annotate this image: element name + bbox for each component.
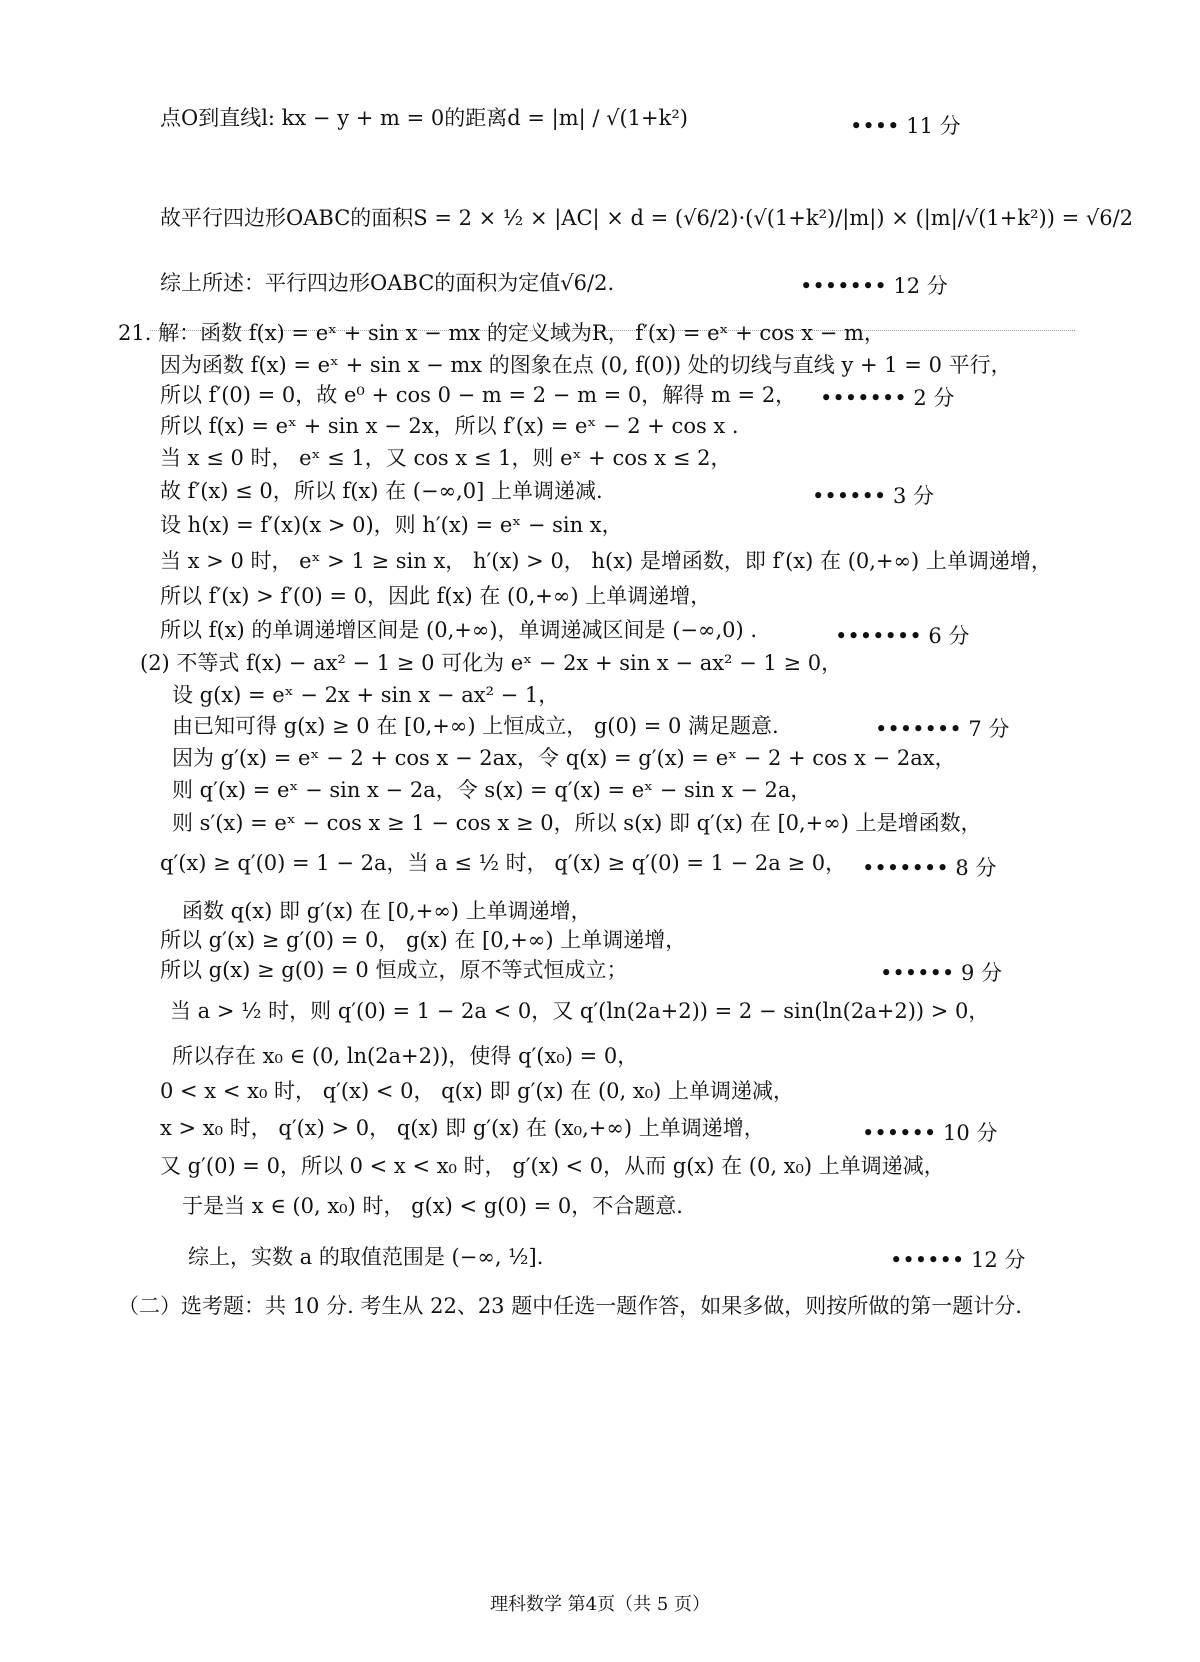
solution-line: 0 < x < x₀ 时， q′(x) < 0， q(x) 即 g′(x) 在 (0, x₀) 上单调递减，: [160, 1079, 794, 1103]
solution-line: 当 a > ½ 时，则 q′(0) = 1 − 2a < 0，又 q′(ln(2a+2)) = 2 − sin(ln(2a+2)) > 0，: [170, 999, 990, 1023]
solution-line: 因为 g′(x) = eˣ − 2 + cos x − 2ax，令 q(x) = g′(x) = eˣ − 2 + cos x − 2ax，: [172, 746, 956, 770]
solution-line: 当 x ≤ 0 时， eˣ ≤ 1，又 cos x ≤ 1，则 eˣ + cos x ≤ 2，: [160, 446, 732, 470]
solution-line: 故平行四边形OABC的面积S = 2 × ½ × |AC| × d = (√6/2)·(√(1+k²)/|m|) × (|m|/√(1+k²)) = √6/2: [160, 206, 1134, 230]
solution-line: 所以 g′(x) ≥ g′(0) = 0， g(x) 在 [0,+∞) 上单调递增，: [160, 928, 687, 952]
score-mark: •••••• 9 分: [880, 961, 1003, 985]
solution-line: 点O到直线l: kx − y + m = 0的距离d = |m| / √(1+k²): [160, 106, 688, 130]
solution-line: x > x₀ 时， q′(x) > 0， q(x) 即 g′(x) 在 (x₀,+∞) 上单调递增，: [160, 1116, 765, 1140]
score-mark: ••••••• 7 分: [875, 717, 1010, 741]
score-mark: ••••••• 12 分: [800, 274, 948, 298]
score-mark: •••••• 3 分: [812, 484, 935, 508]
score-mark: ••••••• 8 分: [862, 856, 997, 880]
score-mark: •••••• 12 分: [890, 1248, 1026, 1272]
solution-line: 所以 f(x) = eˣ + sin x − 2x，所以 f′(x) = eˣ − 2 + cos x .: [160, 414, 739, 438]
solution-line: 综上所述：平行四边形OABC的面积为定值√6/2.: [160, 271, 615, 295]
solution-line: 于是当 x ∈ (0, x₀) 时， g(x) < g(0) = 0，不合题意.: [182, 1194, 683, 1218]
solution-line: 设 h(x) = f′(x)(x > 0)，则 h′(x) = eˣ − sin x，: [160, 513, 623, 537]
score-mark: •••• 11 分: [850, 114, 961, 138]
solution-line: 设 g(x) = eˣ − 2x + sin x − ax² − 1，: [172, 683, 560, 707]
solution-line: 21. 解：函数 f(x) = eˣ + sin x − mx 的定义域为R， f′(x) = eˣ + cos x − m，: [118, 321, 885, 345]
solution-line: 故 f′(x) ≤ 0，所以 f(x) 在 (−∞,0] 上单调递减.: [160, 479, 603, 503]
solution-line: 则 s′(x) = eˣ − cos x ≥ 1 − cos x ≥ 0，所以 s(x) 即 q′(x) 在 [0,+∞) 上是增函数，: [172, 811, 982, 835]
solution-line: 函数 q(x) 即 g′(x) 在 [0,+∞) 上单调递增，: [182, 899, 592, 923]
score-mark: ••••••• 2 分: [820, 386, 955, 410]
solution-line: 综上，实数 a 的取值范围是 (−∞, ½].: [188, 1245, 544, 1269]
solution-line: 所以存在 x₀ ∈ (0, ln(2a+2))，使得 q′(x₀) = 0，: [172, 1044, 639, 1068]
solution-line: 所以 f(x) 的单调递增区间是 (0,+∞)，单调递减区间是 (−∞,0) .: [160, 618, 758, 642]
solution-line: 因为函数 f(x) = eˣ + sin x − mx 的图象在点 (0, f(0)) 处的切线与直线 y + 1 = 0 平行，: [160, 353, 1012, 377]
solution-line: 由已知可得 g(x) ≥ 0 在 [0,+∞) 上恒成立， g(0) = 0 满足题意.: [172, 714, 779, 738]
score-mark: •••••• 10 分: [862, 1121, 998, 1145]
section-heading: （二）选考题：共 10 分. 考生从 22、23 题中任选一题作答，如果多做，则按所做的第一题计分.: [118, 1294, 1022, 1318]
solution-line: 则 q′(x) = eˣ − sin x − 2a，令 s(x) = q′(x) = eˣ − sin x − 2a，: [172, 778, 812, 802]
solution-line: 又 g′(0) = 0，所以 0 < x < x₀ 时， g′(x) < 0，从而 g(x) 在 (0, x₀) 上单调递减，: [160, 1154, 945, 1178]
solution-line: (2) 不等式 f(x) − ax² − 1 ≥ 0 可化为 eˣ − 2x + sin x − ax² − 1 ≥ 0，: [140, 651, 843, 675]
solution-line: 所以 g(x) ≥ g(0) = 0 恒成立，原不等式恒成立；: [160, 958, 628, 982]
solution-line: 当 x > 0 时， eˣ > 1 ≥ sin x， h′(x) > 0， h(x) 是增函数，即 f′(x) 在 (0,+∞) 上单调递增，: [160, 549, 1052, 573]
solution-line: q′(x) ≥ q′(0) = 1 − 2a，当 a ≤ ½ 时， q′(x) ≥ q′(0) = 1 − 2a ≥ 0，: [160, 851, 847, 875]
solution-line: 所以 f′(0) = 0，故 e⁰ + cos 0 − m = 2 − m = 0，解得 m = 2，: [160, 383, 797, 407]
solution-line: 所以 f′(x) > f′(0) = 0，因此 f(x) 在 (0,+∞) 上单调递增，: [160, 584, 712, 608]
page-footer: 理科数学 第4页（共 5 页）: [489, 1594, 711, 1615]
score-mark: ••••••• 6 分: [835, 624, 970, 648]
